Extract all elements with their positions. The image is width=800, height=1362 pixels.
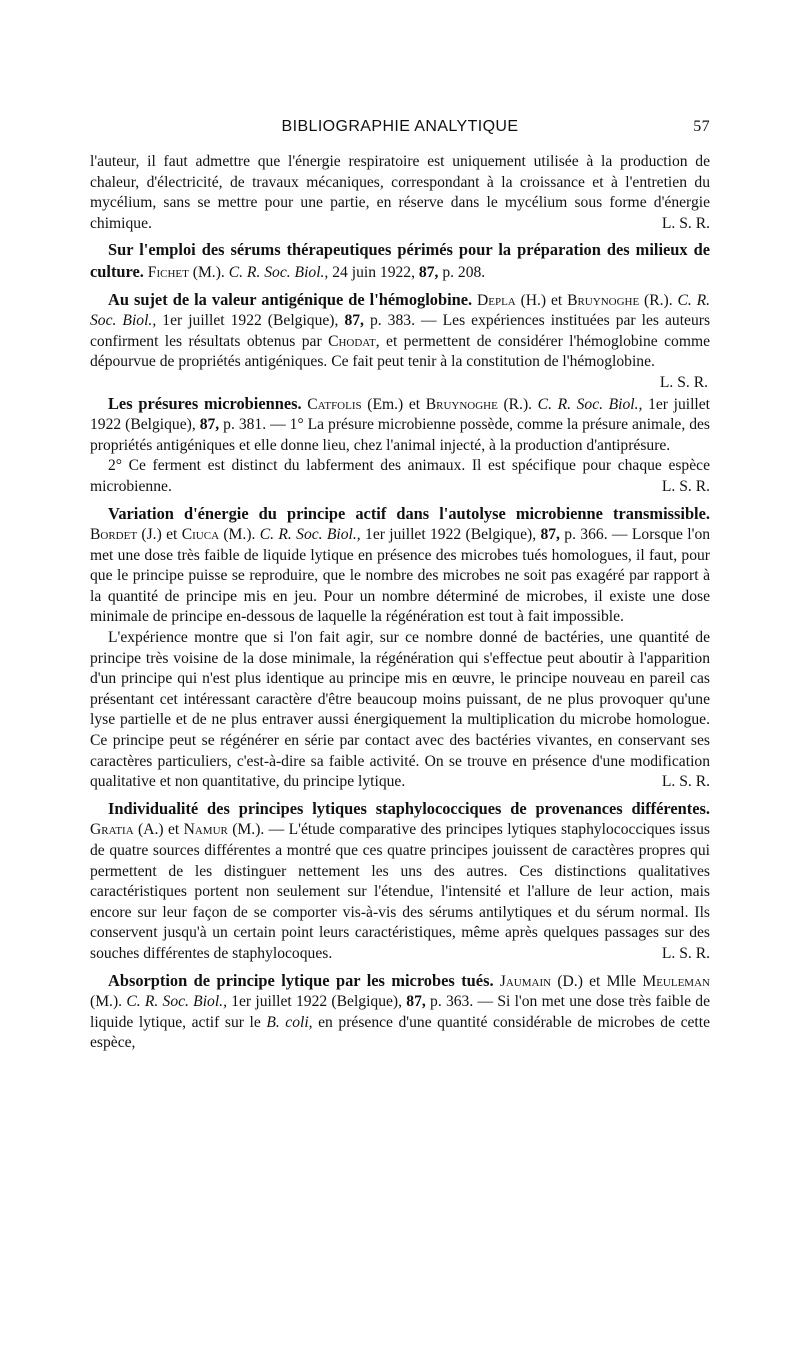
signature: L. S. R. [661, 773, 710, 791]
author-initials: (M.). [192, 263, 225, 281]
entry-author: Meuleman [642, 972, 710, 990]
publication-date: 1er juillet 1922 (Belgique), [231, 993, 403, 1011]
entry-author: Namur [183, 821, 228, 839]
publication-date: 1er juillet 1922 (Belgique), [162, 312, 339, 330]
entry-title: Individualité des principes lytiques staphylococciques de provenances différentes. [108, 798, 710, 818]
signature: L. S. R. [659, 373, 708, 391]
entry-author: Jaumain [499, 972, 552, 990]
signature: L. S. R. [661, 214, 710, 232]
abstract-text: , et permettent de considérer l'hémoglobine comme dépourvue de propriétés antigéniques. Ce fait peut tenir à la constitution de l'hémoglobine. [90, 332, 711, 371]
author-initials: (D.) et Mlle [557, 972, 637, 990]
entry-author: Catfolis [307, 395, 362, 413]
entry-title: Les présures microbiennes. [108, 393, 302, 413]
publication-date: 1er juillet 1922 (Belgique), [365, 526, 537, 544]
cited-author: Chodat [328, 332, 376, 350]
journal-name: C. R. Soc. Biol., [537, 395, 643, 413]
pages: p. 381. [223, 416, 267, 434]
author-initials: (R.). [503, 395, 533, 413]
continuation-paragraph [90, 152, 710, 234]
bibliography-entry [90, 240, 710, 283]
author-initials: (Em.) et [367, 395, 421, 413]
entry-author: Bruynoghe [567, 291, 640, 309]
abstract-text: Si l'on met une dose très faible de liquide lytique, actif sur le [90, 993, 710, 1031]
journal-name: C. R. Soc. Biol., [90, 291, 711, 330]
journal-name: C. R. Soc. Biol., [228, 263, 329, 281]
pages: p. 363. — [430, 993, 494, 1011]
author-initials: (M.). [232, 821, 265, 839]
pages: p. 366. — [564, 526, 628, 544]
running-title: BIBLIOGRAPHIE ANALYTIQUE [281, 118, 519, 135]
abstract-text: 2° Ce ferment est distinct du labferment des animaux. Il est spécifique pour chaque espèce microbienne. [90, 457, 710, 495]
journal-name: C. R. Soc. Biol., [126, 993, 227, 1011]
publication-date: 24 juin 1922, [332, 263, 415, 281]
volume: 87, [418, 263, 439, 281]
entry-author: Bruynoghe [425, 395, 498, 413]
bibliography-entry [90, 394, 710, 457]
bibliography-entry [90, 971, 710, 1054]
entry-author: Fichet [147, 263, 189, 281]
bibliography-entry [90, 290, 710, 394]
abstract-text: en présence d'une quantité considérable de microbes de cette espèce, [90, 1013, 711, 1052]
abstract-paragraph [90, 456, 710, 497]
entry-title: Sur l'emploi des sérums thérapeutiques périmés pour la préparation des milieux de culture. [90, 240, 710, 281]
volume: 87, [406, 993, 426, 1011]
body-text [90, 152, 710, 1054]
volume: 87, [199, 416, 220, 434]
signature: L. S. R. [661, 944, 710, 962]
entry-author: Bordet [90, 526, 138, 544]
abstract-text: L'expérience montre que si l'on fait agir, sur ce nombre donné de bactéries, une quantité de principe très voisine de la dose minimale, la régénération qui s'effectue peut aboutir à l'apparition d'un principe qui n'est plus identique au principe mis en œuvre, le principe nouveau en pareil cas présentant cet intéressant caractère d'être beaucoup moins puissant, de ne plus provoquer qu'une lyse partielle et de ne plus entraver aussi énergiquement la multiplication du microbe homologue. Ce principe peut se régénérer en série par contact avec des bactéries vivantes, en conservant ses caractères particuliers, c'est-à-dire sa faible activité. On se trouve en présence d'une modification qualitative et non quantitative, du principe lytique. [90, 629, 710, 791]
pages: p. 383. — [369, 312, 437, 330]
journal-name: C. R. Soc. Biol., [259, 526, 361, 544]
publication-date: 1er juillet 1922 (Belgique), [90, 395, 710, 434]
volume: 87, [540, 526, 560, 544]
abstract-text: Les expériences instituées par les auteurs confirment les résultats obtenus par [90, 312, 711, 350]
abstract-text: — L'étude comparative des principes lytiques staphylococciques issus de quatre sources différentes a montré que ces quatre principes jouissent de caractères propres qui permettent de les distinguer nettement les uns des autres. Ces distinctions qualitatives caractéristiques portent non seulement sur l'étendue, l'intensité et l'allure de leur action, mais encore sur leur façon de se comporter vis-à-vis des sérums antilytiques et du sérum normal. Ils conservent jusqu'à un certain point leurs caractéristiques, même après quelques passages sur des souches différentes de staphylocoques. [90, 821, 710, 962]
entry-title: Variation d'énergie du principe actif dans l'autolyse microbienne transmissible. [108, 503, 710, 523]
entry-author: Gratia [90, 821, 134, 839]
abstract-text: Lorsque l'on met une dose très faible de liquide lytique en présence des microbes tués homologues, il faut, pour que le principe puisse se reproduire, que le nombre des microbes ne soit pas exagéré par rapport à la quantité de principe mis en jeu. Pour un nombre déterminé de microbes, il existe une dose minimale de principe en-dessous de laquelle la régénération est tout à fait impossible. [90, 526, 711, 626]
signature: L. S. R. [661, 477, 710, 495]
pages: p. 208. [442, 263, 486, 281]
bibliography-entry [90, 799, 710, 965]
author-initials: (R.). [644, 291, 673, 309]
author-initials: (H.) et [520, 291, 563, 309]
entry-title: Absorption de principe lytique par les microbes tués. [108, 970, 494, 990]
entry-author: Ciuca [181, 526, 220, 544]
author-initials: (M.). [223, 526, 256, 544]
entry-author: Depla [476, 291, 516, 309]
bibliography-entry [90, 504, 710, 629]
volume: 87, [344, 312, 364, 330]
abstract-text: — 1° La présure microbienne possède, comme la présure animale, des propriétés antigéniques et elle donne lieu, chez l'animal injecté, à la production d'antiprésure. [90, 416, 710, 454]
continuation-text: l'auteur, il faut admettre que l'énergie respiratoire est uniquement utilisée à la production de chaleur, d'électricité, de travaux mécaniques, correspondant à la croissance et à l'entretien du mycélium, sans se mettre pour une partie, en réserve dans le mycélium sous forme d'énergie chimique. [90, 153, 710, 232]
author-initials: (M.). [90, 993, 123, 1011]
running-head [90, 118, 710, 142]
author-initials: (J.) et [141, 526, 178, 544]
entry-title: Au sujet de la valeur antigénique de l'hémoglobine. [108, 289, 473, 309]
author-initials: (A.) et [138, 821, 180, 839]
page-number: 57 [693, 118, 710, 135]
abstract-paragraph [90, 628, 710, 793]
species-name: B. coli, [266, 1013, 313, 1031]
